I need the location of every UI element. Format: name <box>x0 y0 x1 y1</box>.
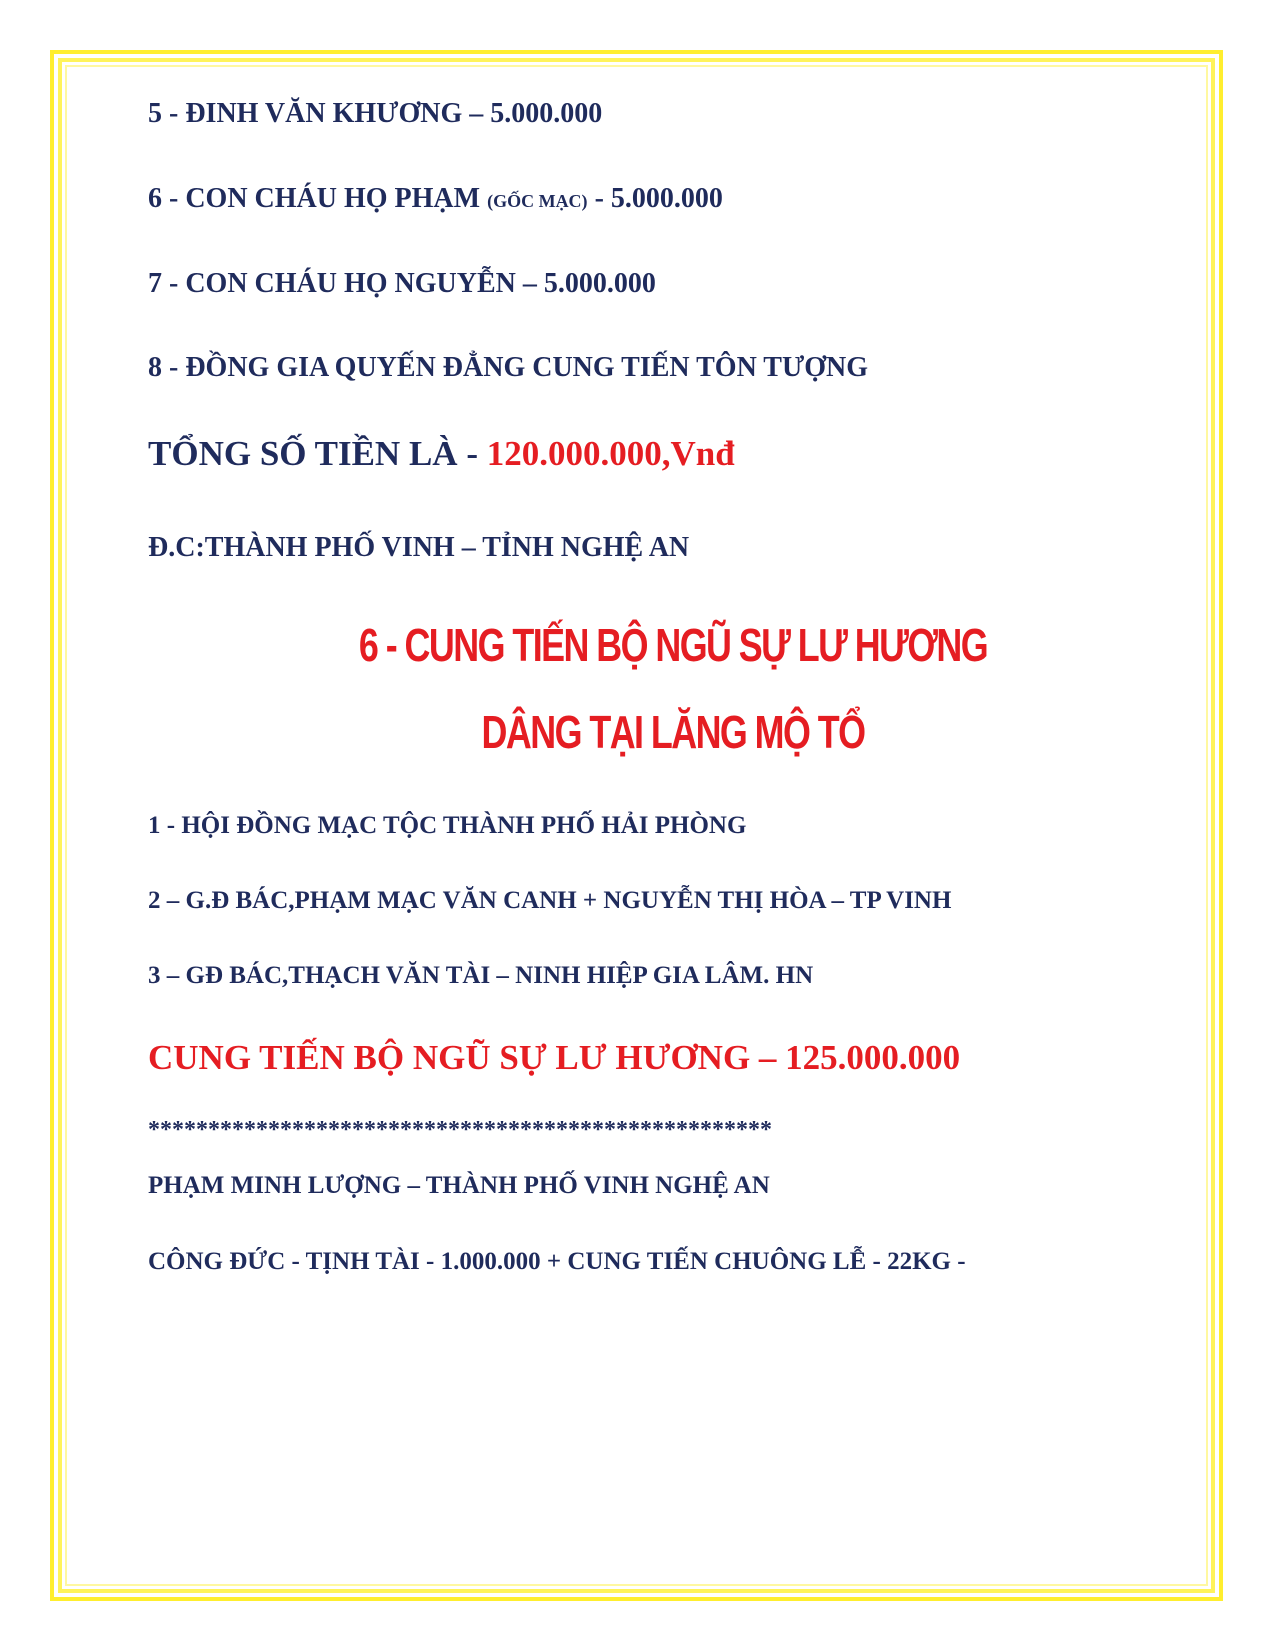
section-total-line: CUNG TIẾN BỘ NGŨ SỰ LƯ HƯƠNG – 125.000.000 <box>148 1038 961 1077</box>
address-line: Đ.C:THÀNH PHỐ VINH – TỈNH NGHỆ AN <box>148 532 690 563</box>
section-donation-2: 2 – G.Đ BÁC,PHẠM MẠC VĂN CANH + NGUYỄN THỊ HÒA – TP VINH <box>148 887 952 914</box>
donation-line-6-main: 6 - CON CHÁU HỌ PHẠM <box>148 183 488 214</box>
donation-line-5: 5 - ĐINH VĂN KHƯƠNG – 5.000.000 <box>148 98 603 129</box>
section-donation-3: 3 – GĐ BÁC,THẠCH VĂN TÀI – NINH HIỆP GIA LÂM. HN <box>148 962 814 989</box>
total-label: TỔNG SỐ TIỀN LÀ - <box>148 434 487 473</box>
section-heading-line-1: 6 - CUNG TIẾN BỘ NGŨ SỰ LƯ HƯƠNG <box>358 619 988 671</box>
donation-line-6-amount: - 5.000.000 <box>587 183 723 214</box>
donation-line-6 <box>148 183 723 215</box>
donor-detail-line: CÔNG ĐỨC - TỊNH TÀI - 1.000.000 + CUNG TIẾN CHUÔNG LỄ - 22KG - <box>148 1248 966 1275</box>
donation-line-7: 7 - CON CHÁU HỌ NGUYỄN – 5.000.000 <box>148 268 656 299</box>
donation-line-8: 8 - ĐỒNG GIA QUYẾN ĐẲNG CUNG TIẾN TÔN TƯỢNG <box>148 352 869 383</box>
section-heading-line-2: DÂNG TẠI LĂNG MỘ TỔ <box>481 706 865 758</box>
total-amount-line <box>148 434 735 474</box>
donation-line-6-note: (GỐC MẠC) <box>487 191 588 211</box>
section-donation-1: 1 - HỘI ĐỒNG MẠC TỘC THÀNH PHỐ HẢI PHÒNG <box>148 812 747 839</box>
donor-name-line: PHẠM MINH LƯỢNG – THÀNH PHỐ VINH NGHỆ AN <box>148 1172 770 1199</box>
total-amount: 120.000.000,Vnđ <box>486 434 735 473</box>
separator-stars: **************************************************** <box>148 1117 772 1143</box>
